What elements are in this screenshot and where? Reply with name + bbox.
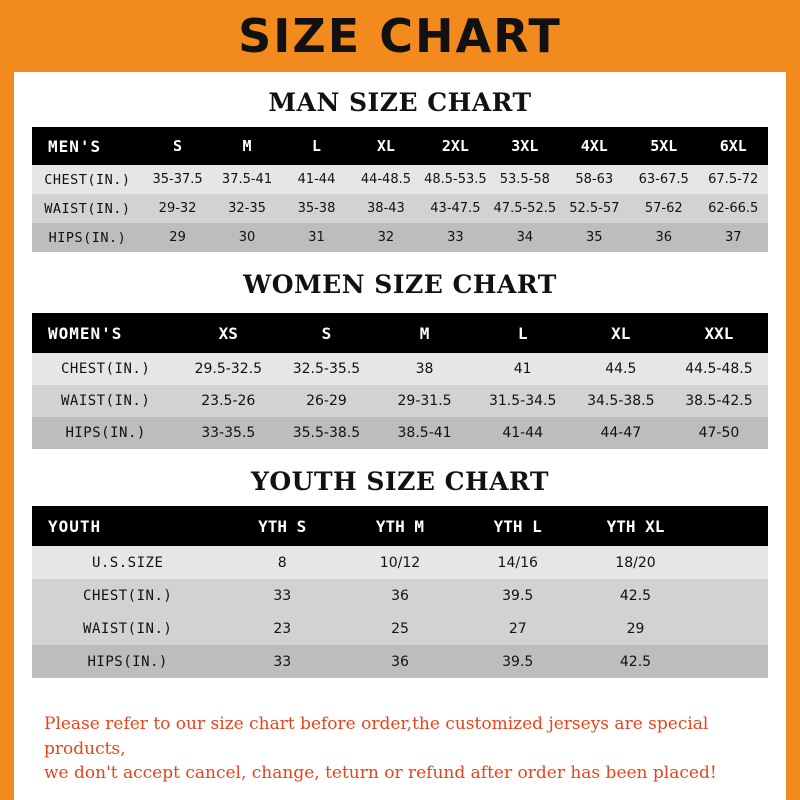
men-header-m: M: [242, 137, 252, 155]
cell: 38.5-42.5: [685, 393, 753, 409]
women-header-xs: XS: [218, 323, 238, 343]
cell: 57-62: [644, 201, 683, 216]
women-section-title: WOMEN SIZE CHART: [243, 270, 557, 299]
cell: 37.5-41: [221, 172, 273, 187]
cell: 31: [308, 230, 325, 245]
cell: 41-44: [297, 172, 336, 187]
cell: 34: [516, 230, 534, 245]
cell: 47-50: [698, 425, 740, 441]
row-label: HIPS(IN.): [48, 229, 127, 246]
cell: 35: [586, 230, 603, 245]
cell: 27: [508, 620, 527, 637]
table-row: [32, 612, 768, 645]
men-header-label: MEN'S: [48, 136, 102, 156]
cell: 42.5: [619, 587, 652, 604]
table-row: [32, 194, 768, 223]
row-label: WAIST(IN.): [83, 620, 173, 637]
cell: 41-44: [502, 425, 544, 441]
cell: 14/16: [497, 554, 538, 571]
men-size-table: [32, 127, 768, 252]
women-header-xl: XL: [611, 323, 631, 343]
cell: 35-38: [297, 201, 336, 216]
women-header-m: M: [419, 323, 430, 343]
women-size-table: [32, 313, 768, 449]
youth-header-spacer: [694, 506, 768, 546]
cell: 36: [391, 653, 409, 670]
cell: 31.5-34.5: [488, 393, 557, 409]
cell: 10/12: [379, 554, 421, 571]
table-header-row: [32, 313, 768, 353]
cell-spacer: [694, 546, 768, 579]
cell: 67.5-72: [708, 172, 759, 187]
men-header-s: S: [173, 137, 183, 155]
row-label: CHEST(IN.): [44, 171, 131, 188]
row-label: WAIST(IN.): [44, 200, 131, 217]
cell: 33: [447, 230, 464, 245]
cell: 29-31.5: [397, 393, 452, 409]
footer-line-1: Please refer to our size chart before order,the customized jerseys are special products,: [44, 714, 709, 759]
table-row: [32, 579, 768, 612]
cell: 53.5-58: [499, 172, 550, 187]
cell: 42.5: [619, 653, 652, 670]
youth-size-table: [32, 506, 768, 678]
cell: 39.5: [502, 653, 534, 670]
cell: 35-37.5: [152, 172, 203, 187]
cell: 32.5-35.5: [292, 361, 361, 377]
cell: 23.5-26: [201, 393, 256, 409]
row-label: CHEST(IN.): [83, 587, 173, 604]
cell: 62-66.5: [708, 201, 759, 216]
men-header-4xl: 4XL: [580, 137, 608, 155]
cell: 38.5-41: [397, 425, 452, 441]
cell: 23: [273, 620, 292, 637]
cell: 29: [169, 230, 186, 245]
cell: 25: [391, 620, 409, 637]
table-row: [32, 165, 768, 194]
cell: 29.5-32.5: [194, 361, 262, 377]
cell: 48.5-53.5: [424, 172, 487, 187]
women-header-l: L: [517, 323, 528, 343]
cell: 32: [377, 230, 395, 245]
cell: 44-47: [600, 425, 642, 441]
cell: 30: [238, 230, 256, 245]
youth-header-l: YTH L: [493, 516, 542, 536]
cell: 8: [277, 554, 287, 571]
row-label: CHEST(IN.): [60, 361, 151, 377]
men-header-5xl: 5XL: [650, 137, 678, 155]
cell: 32-35: [228, 201, 266, 216]
youth-header-s: YTH S: [258, 516, 307, 536]
cell: 29-32: [158, 201, 197, 216]
cell: 26-29: [306, 393, 347, 409]
table-row: [32, 546, 768, 579]
table-header-row: [32, 127, 768, 165]
men-header-6xl: 6XL: [719, 137, 747, 155]
cell: 44.5: [605, 361, 637, 377]
cell-spacer: [694, 612, 768, 645]
cell: 38: [415, 361, 434, 377]
cell: 41: [513, 361, 532, 377]
table-row: [32, 417, 768, 449]
women-header-xxl: XXL: [704, 323, 734, 343]
cell: 58-63: [575, 172, 614, 187]
cell: 33-35.5: [201, 425, 256, 441]
footer-note: [28, 702, 772, 800]
table-row: [32, 385, 768, 417]
youth-header-xl: YTH XL: [606, 516, 665, 536]
cell: 38-43: [367, 201, 405, 216]
row-label: WAIST(IN.): [60, 393, 151, 409]
cell: 43-47.5: [430, 201, 481, 216]
footer-line-2: we don't accept cancel, change, teturn or refund after order has been placed!: [44, 763, 717, 784]
cell: 33: [273, 587, 292, 604]
men-header-xl: XL: [376, 137, 395, 155]
cell-spacer: [694, 645, 768, 678]
cell: 44.5-48.5: [685, 361, 753, 377]
cell: 36: [655, 230, 673, 245]
cell: 33: [273, 653, 292, 670]
cell: 34.5-38.5: [587, 393, 655, 409]
banner: [14, 0, 786, 72]
men-header-2xl: 2XL: [441, 137, 469, 155]
content: [14, 72, 786, 678]
cell: 39.5: [502, 587, 534, 604]
cell: 63-67.5: [638, 172, 689, 187]
row-label: U.S.SIZE: [91, 554, 164, 571]
cell-spacer: [694, 579, 768, 612]
women-header-s: S: [321, 323, 332, 343]
men-header-3xl: 3XL: [511, 137, 539, 155]
youth-header-m: YTH M: [375, 516, 425, 536]
cell: 44-48.5: [360, 172, 412, 187]
table-row: [32, 353, 768, 385]
cell: 37: [724, 230, 742, 245]
cell: 29: [626, 620, 645, 637]
cell: 35.5-38.5: [292, 425, 361, 441]
youth-section-title: YOUTH SIZE CHART: [251, 467, 549, 496]
youth-header-label: YOUTH: [48, 516, 102, 536]
row-label: HIPS(IN.): [87, 653, 168, 670]
cell: 47.5-52.5: [493, 201, 557, 216]
men-section-title: MAN SIZE CHART: [268, 88, 532, 117]
cell: 18/20: [615, 554, 656, 571]
table-header-row: [32, 506, 768, 546]
women-header-label: WOMEN'S: [48, 323, 123, 343]
table-row: [32, 645, 768, 678]
page-title: SIZE CHART: [238, 9, 562, 63]
table-row: [32, 223, 768, 252]
row-label: HIPS(IN.): [65, 425, 146, 441]
cell: 52.5-57: [569, 201, 620, 216]
cell: 36: [391, 587, 409, 604]
men-header-l: L: [311, 137, 321, 155]
